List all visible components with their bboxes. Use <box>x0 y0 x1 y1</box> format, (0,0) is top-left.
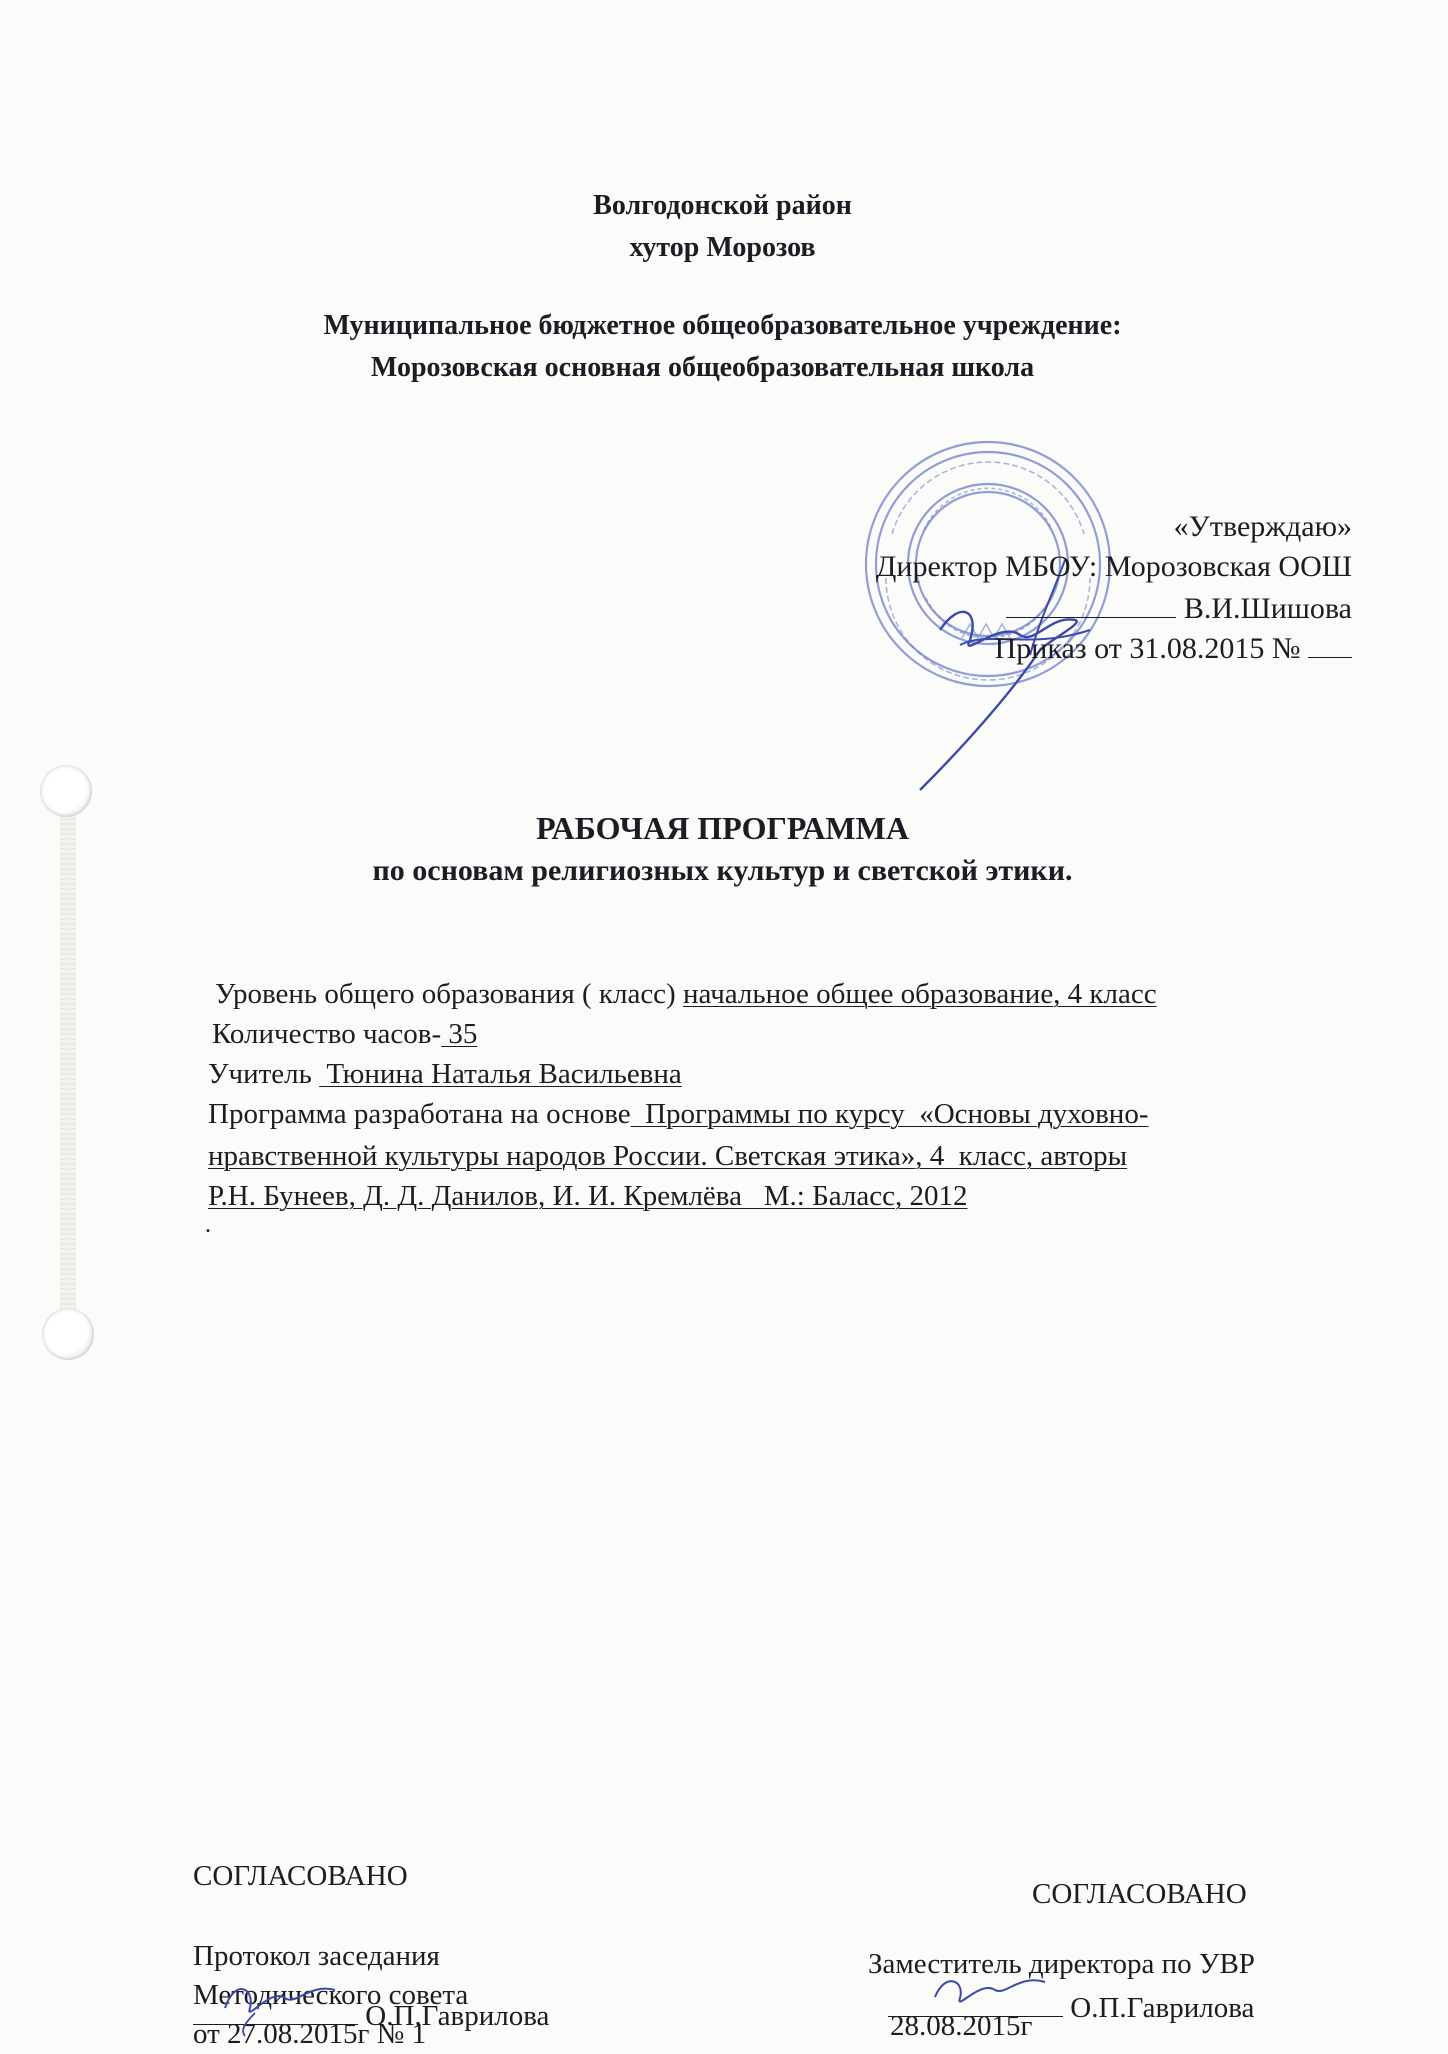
left-protocol-text: Протокол заседания Методического совета от 27.08.2015г № 1 <box>193 1940 469 2050</box>
basis-value-2: нравственной культуры народов России. Светская этика», 4 класс, авторы <box>208 1140 1128 1172</box>
teacher-label: Учитель <box>208 1058 320 1090</box>
education-level-line <box>215 978 1157 1011</box>
hours-value: 35 <box>441 1018 478 1050</box>
director-sign-line <box>1006 592 1352 626</box>
document-subtitle: по основам религиозных культур и светской этики. <box>372 854 1073 887</box>
director-name: В.И.Шишова <box>1183 592 1352 625</box>
basis-label: Программа разработана на основе <box>208 1098 631 1130</box>
institution-name-line2: Морозовская основная общеобразовательная школа <box>370 352 1035 383</box>
right-signer-name: О.П.Гаврилова <box>1070 1992 1255 2024</box>
director-position: Директор МБОУ: Морозовская ООШ <box>875 550 1352 583</box>
education-level-label: Уровень общего образования ( класс) <box>215 978 683 1010</box>
district-name: Волгодонской район <box>593 190 852 221</box>
approval-heading: «Утверждаю» <box>1173 510 1352 543</box>
binding-hole-top <box>40 765 92 817</box>
left-agreed-heading: СОГЛАСОВАНО <box>193 1860 408 1892</box>
teacher-line <box>208 1058 682 1091</box>
left-signer-name: О.П.Гаврилова <box>365 2000 550 2032</box>
order-text: Приказ от 31.08.2015 № <box>994 632 1301 665</box>
left-signature <box>215 1968 345 2038</box>
hours-line <box>212 1018 477 1051</box>
right-agreed-heading: СОГЛАСОВАНО <box>1032 1878 1247 1910</box>
order-line <box>995 632 1352 666</box>
hours-label: Количество часов- <box>212 1018 442 1050</box>
basis-line-1 <box>208 1098 1148 1131</box>
basis-value-1: Программы по курсу «Основы духовно- <box>630 1098 1149 1130</box>
trailing-mark: . <box>205 1212 211 1238</box>
basis-value-3: Р.Н. Бунеев, Д. Д. Данилов, И. И. Кремлёва М.: Баласс, 2012 <box>208 1180 968 1212</box>
document-title: РАБОЧАЯ ПРОГРАММА <box>536 810 909 846</box>
teacher-name: Тюнина Наталья Васильевна <box>319 1058 682 1090</box>
education-level-value: начальное общее образование, 4 класс <box>682 978 1157 1010</box>
right-date: 28.08.2015г <box>890 2010 1033 2042</box>
village-name: хутор Морозов <box>629 232 816 263</box>
institution-name-line1: Муниципальное бюджетное общеобразовательное учреждение: <box>323 310 1122 341</box>
binding-hole-bottom <box>42 1308 94 1360</box>
right-role: Заместитель директора по УВР <box>868 1948 1255 1980</box>
order-number-blank <box>1308 657 1352 658</box>
binding-strip <box>60 790 76 1330</box>
signature-blank <box>1006 617 1176 618</box>
